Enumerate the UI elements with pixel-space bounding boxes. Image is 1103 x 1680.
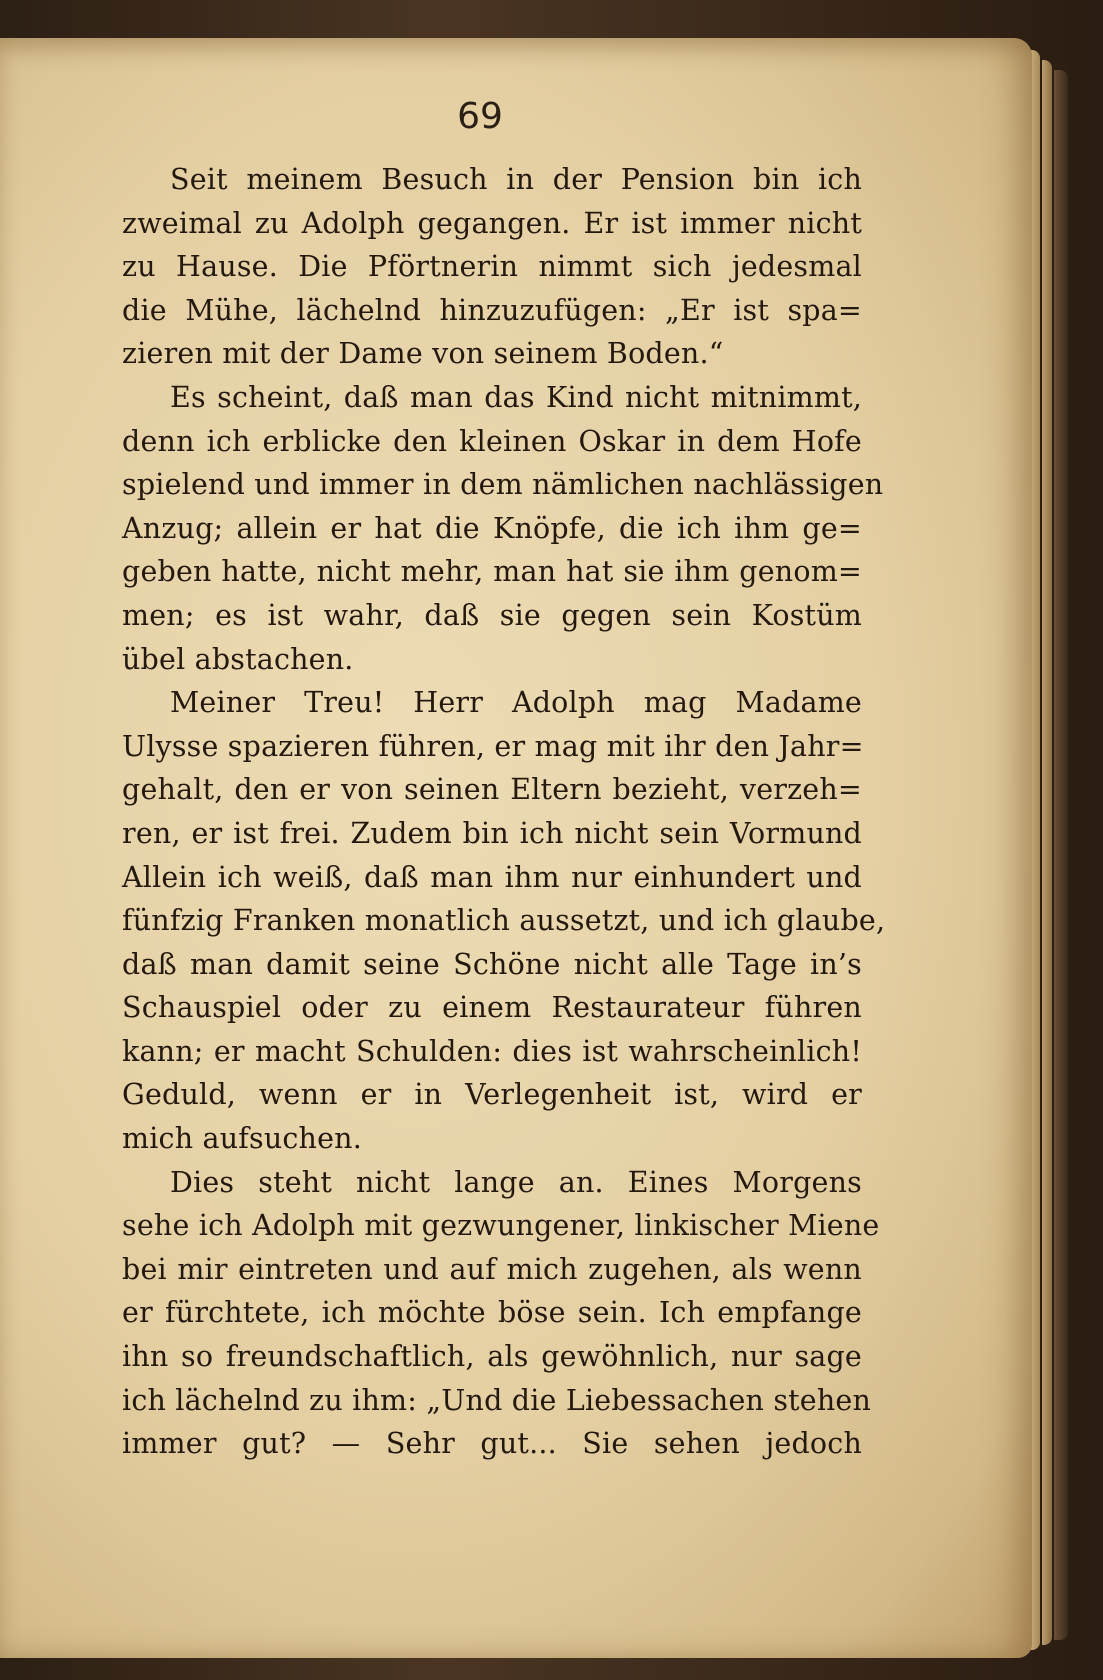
text-line: Anzug; allein er hat die Knöpfe, die ich ihm ge= [122, 511, 862, 545]
text-line: Meiner Treu! Herr Adolph mag Madame [170, 686, 862, 720]
text-line: zweimal zu Adolph gegangen. Er ist immer nicht [122, 206, 862, 240]
text-line: Dies steht nicht lange an. Eines Morgens [170, 1165, 862, 1199]
page-edges [1042, 60, 1052, 1645]
text-line: bei mir eintreten und auf mich zugehen, als wenn [122, 1252, 862, 1286]
text-line: Geduld, wenn er in Verlegenheit ist, wird er [122, 1078, 862, 1112]
text-line: Allein ich weiß, daß man ihm nur einhundert und [122, 860, 862, 894]
text-line: fünfzig Franken monatlich aussetzt, und ich glaube, [122, 904, 886, 938]
text-line: Seit meinem Besuch in der Pension bin ich [170, 163, 862, 196]
text-line: geben hatte, nicht mehr, man hat sie ihm genom= [122, 555, 862, 589]
text-line: men; es ist wahr, daß sie gegen sein Kostüm [122, 598, 862, 632]
text-line: sehe ich Adolph mit gezwungener, linkischer Miene [122, 1209, 880, 1243]
text-line: zu Hause. Die Pförtnerin nimmt sich jedesmal [122, 250, 862, 284]
page-text [122, 158, 886, 1466]
page-edges [1054, 70, 1068, 1640]
text-line: mich aufsuchen. [122, 1122, 362, 1156]
text-line: ich lächelnd zu ihm: „Und die Liebessachen stehen [122, 1383, 872, 1417]
text-line: ihn so freundschaftlich, als gewöhnlich, nur sage [122, 1340, 862, 1374]
text-line: kann; er macht Schulden: dies ist wahrscheinlich! [122, 1034, 862, 1068]
text-line: übel abstachen. [122, 642, 354, 676]
text-line: ren, er ist frei. Zudem bin ich nicht sein Vormund [122, 816, 862, 850]
page-number: 69 [457, 96, 503, 137]
text-line: er fürchtete, ich möchte böse sein. Ich empfange [122, 1296, 862, 1330]
text-line: gehalt, den er von seinen Eltern bezieht, verzeh= [122, 773, 862, 807]
text-line: Es scheint, daß man das Kind nicht mitnimmt, [170, 380, 862, 414]
text-line: zieren mit der Dame von seinem Boden.“ [122, 337, 724, 371]
text-line: immer gut? — Sehr gut... Sie sehen jedoch [122, 1427, 862, 1461]
text-line: denn ich erblicke den kleinen Oskar in dem Hofe [122, 424, 862, 458]
text-line: spielend und immer in dem nämlichen nachlässigen [122, 468, 884, 502]
text-line: Ulysse spazieren führen, er mag mit ihr den Jahr= [122, 729, 864, 763]
text-line: Schauspiel oder zu einem Restaurateur führen [122, 991, 862, 1025]
text-line: die Mühe, lächelnd hinzuzufügen: „Er ist spa= [122, 293, 862, 327]
text-line: daß man damit seine Schöne nicht alle Tage in’s [122, 947, 862, 981]
